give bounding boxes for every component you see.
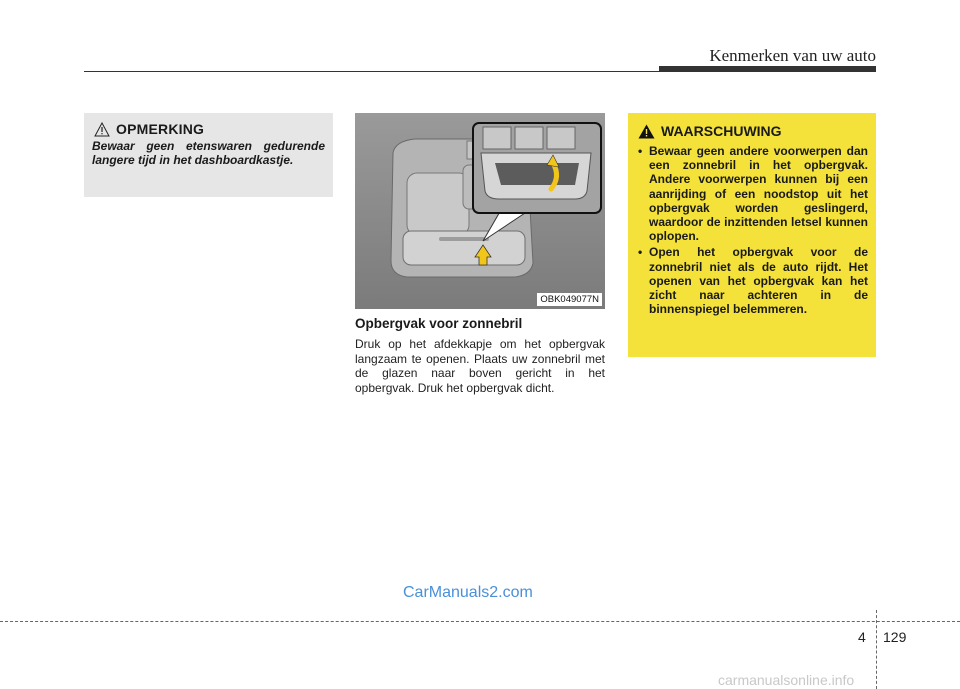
warning-heading <box>638 123 868 139</box>
note-box <box>84 113 333 197</box>
note-heading <box>94 121 325 137</box>
warning-item-text: Open het opbergvak voor de zonnebril niet als de auto rijdt. Het openen van het opbergvak kan het zicht naar achteren in de binnenspiegel belemmeren. <box>649 245 868 317</box>
header-rule-accent <box>659 66 876 72</box>
warning-item <box>638 245 868 316</box>
warning-title: WAARSCHUWING <box>661 123 782 139</box>
bullet: • <box>638 245 643 260</box>
overhead-console-drawing <box>355 113 605 309</box>
warning-item <box>638 144 868 243</box>
bullet: • <box>638 144 643 158</box>
note-text: Bewaar geen etenswaren gedurende langere tijd in het dashboardkastje. <box>92 139 325 167</box>
footer-watermark: carmanualsonline.info <box>718 672 855 688</box>
warning-item-text: Bewaar geen andere voorwerpen dan een zonnebril in het opbergvak. Andere voorwerpen kunnen bij een aanrijding of een noodstop uit het opbergvak worden geslingerd, waardoor de inzittenden letsel kunnen oplopen. <box>649 144 868 244</box>
chapter-number: 4 <box>858 629 866 645</box>
note-title: OPMERKING <box>116 121 205 137</box>
caution-triangle-icon <box>94 122 110 137</box>
section-body: Druk op het afdekkapje om het opbergvak langzaam te openen. Plaats uw zonnebril met de glazen naar boven gericht in het opbergvak. Druk het opbergvak dicht. <box>355 337 605 395</box>
section-title: Opbergvak voor zonnebril <box>355 316 523 331</box>
footer-vertical-divider <box>876 610 877 689</box>
page-number: 129 <box>883 629 907 645</box>
sunglass-holder-illustration <box>355 113 605 309</box>
figure-code: OBK049077N <box>537 293 602 306</box>
header-title: Kenmerken van uw auto <box>709 46 876 65</box>
footer-divider <box>0 621 960 622</box>
watermark-link[interactable]: CarManuals2.com <box>403 584 533 601</box>
warning-box <box>628 113 876 357</box>
warning-list <box>638 144 868 316</box>
warning-triangle-icon <box>638 124 655 139</box>
